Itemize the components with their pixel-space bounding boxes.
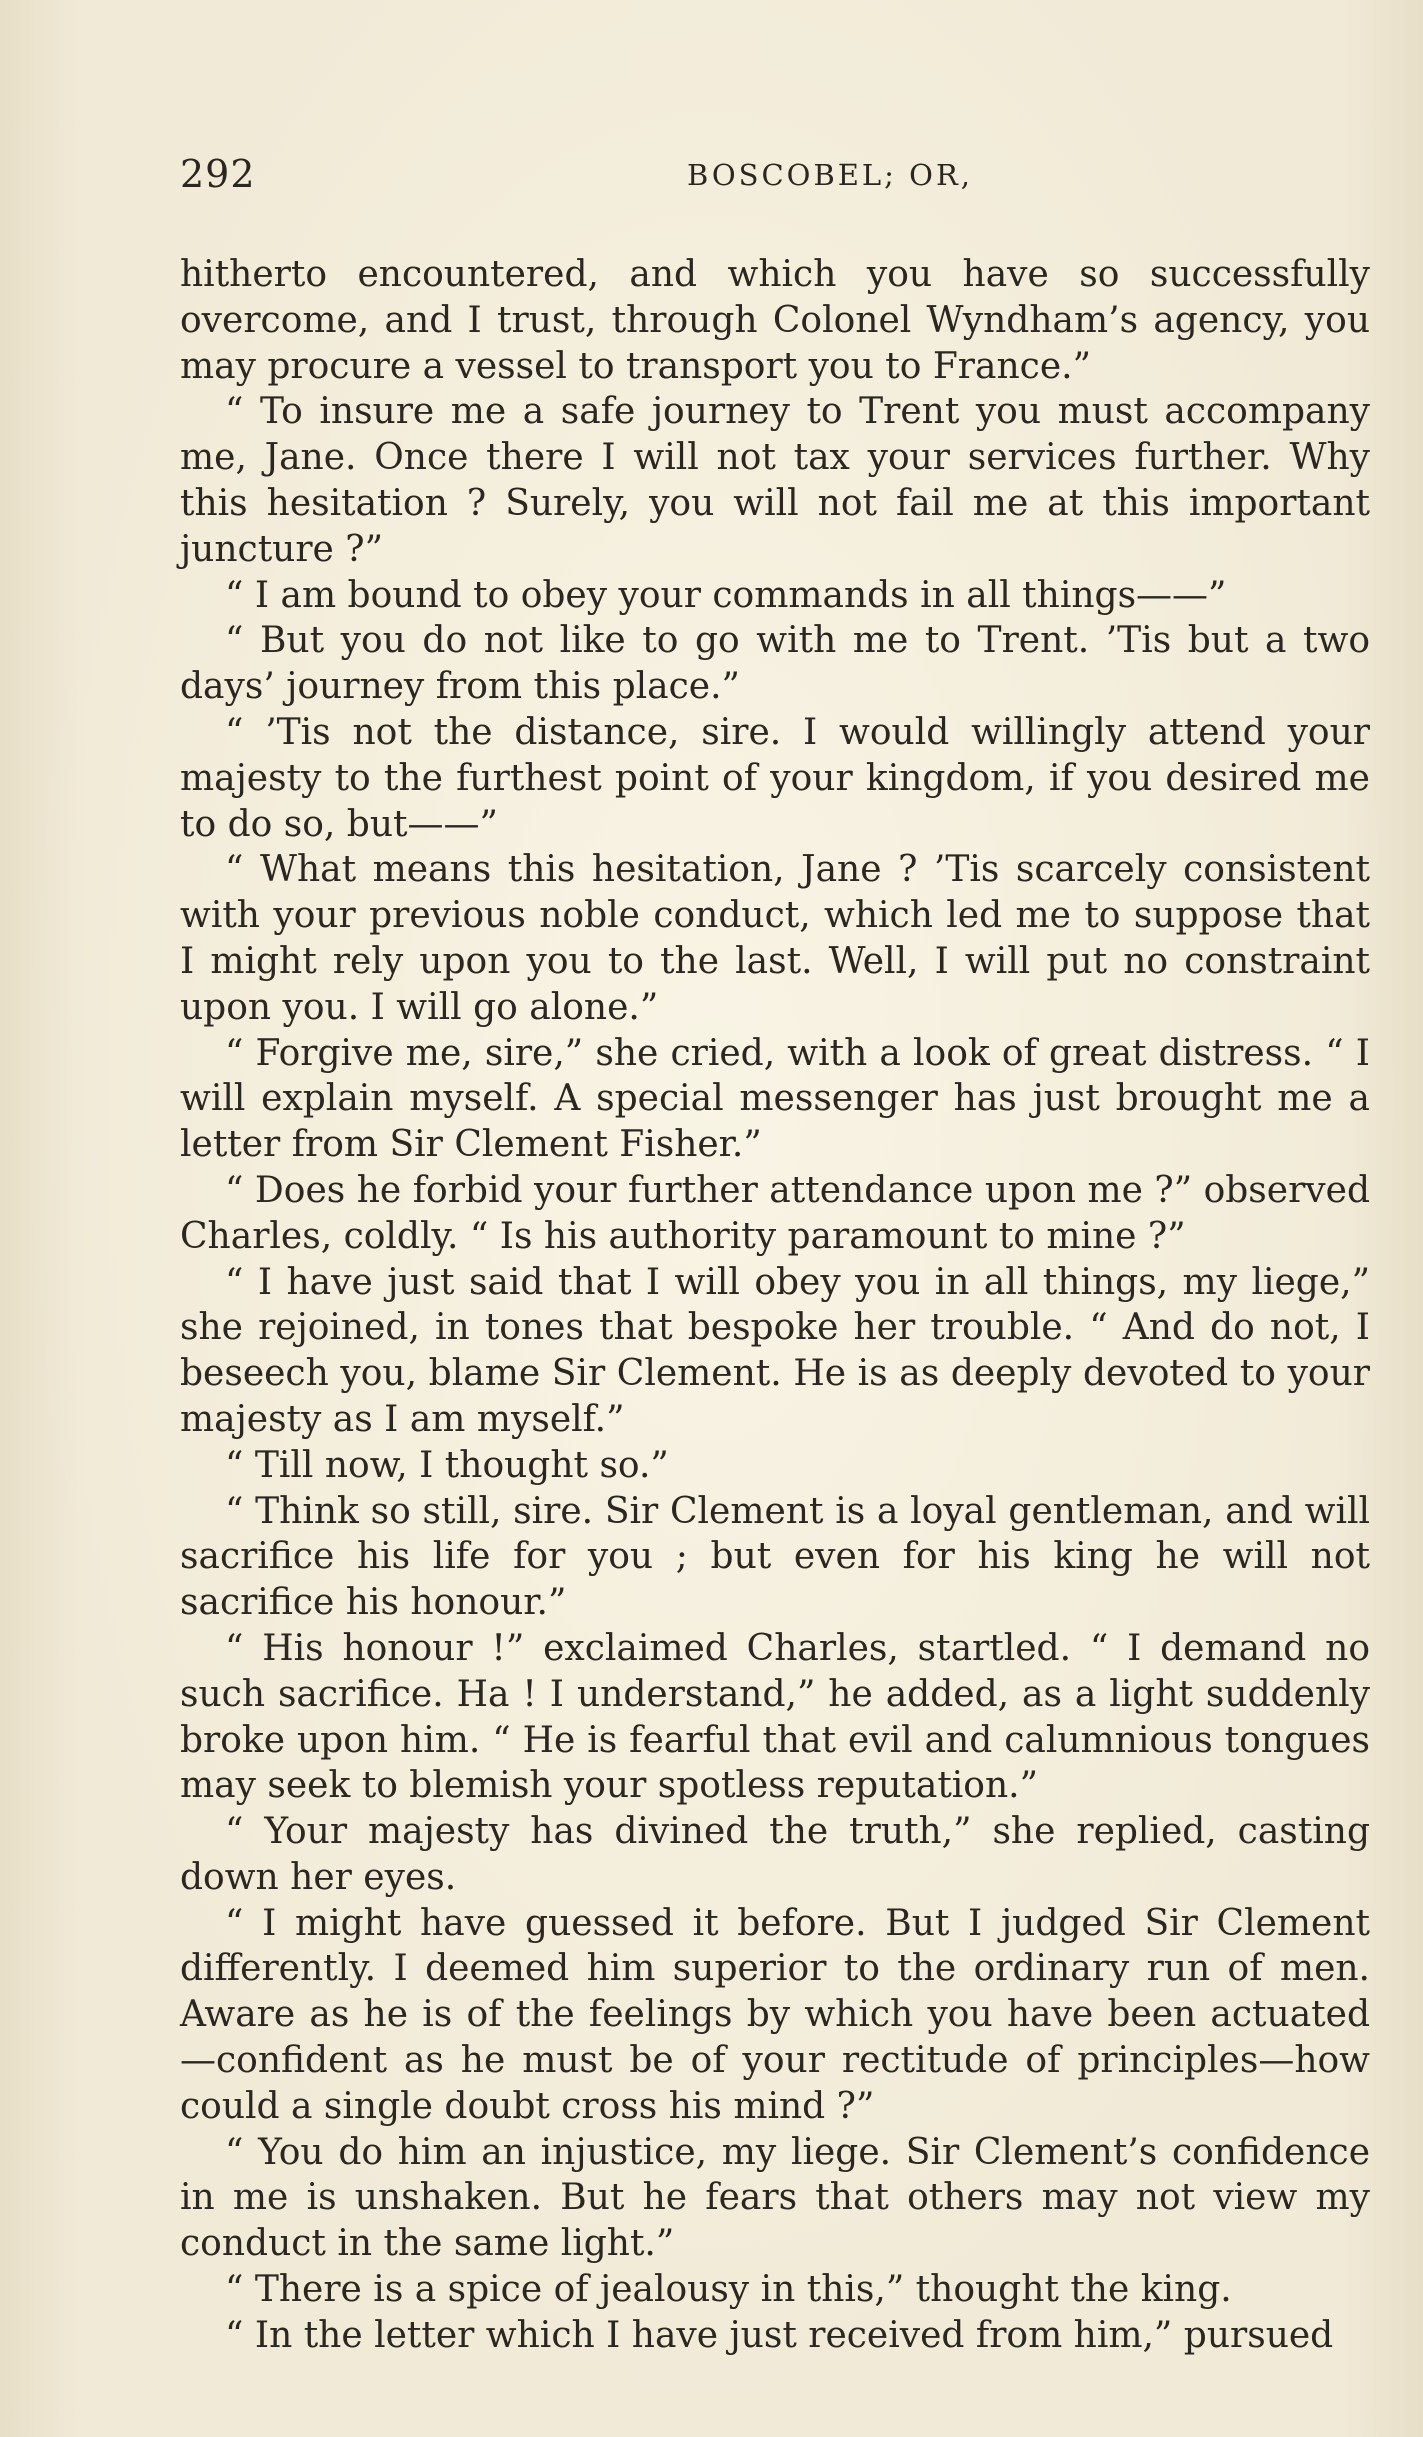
paragraph: hitherto encountered, and which you have so successfully overcome, and I trust, through Colonel Wyndham’s agency, you may procure a vessel to transport you to France.” (180, 254, 1370, 387)
paragraph: “ What means this hesitation, Jane ? ’Tis scarcely consistent with your previous noble conduct, which led me to suppose that I might rely upon you to the last. Well, I will put no constraint upon you. I will go alone.” (180, 849, 1370, 1028)
paragraph: “ Does he forbid your further attendance upon me ?” observed Charles, coldly. “ Is his authority paramount to mine ?” (180, 1169, 1370, 1257)
paragraph: “ ’Tis not the distance, sire. I would willingly attend your majesty to the furthest point of your kingdom, if you desired me to do so, but——” (180, 711, 1370, 845)
paragraph: “ Till now, I thought so.” (225, 1444, 669, 1486)
paragraph: “ Forgive me, sire,” she cried, with a look of great distress. “ I will explain myself. A special messenger has just brought me a letter from Sir Clement Fisher.” (180, 1032, 1370, 1166)
paragraph: “ But you do not like to go with me to Trent. ’Tis but a two days’ journey from this place.” (180, 620, 1370, 708)
page-header (180, 152, 1360, 212)
paragraph: “ I have just said that I will obey you in all things, my liege,” she rejoined, in tones that bespoke her trouble. “ And do not, I beseech you, blame Sir Clement. He is as deeply devoted to your majesty as I am myself.” (180, 1261, 1370, 1440)
body-text (180, 252, 1370, 2359)
paragraph: “ I might have guessed it before. But I judged Sir Clement differently. I deemed him superior to the ordinary run of men. Aware as he is of the feelings by which you have been actuated —confident as he must be of your rectitude of principles—how could a single doubt cross his mind ?” (180, 1902, 1370, 2127)
paragraph: “ Think so still, sire. Sir Clement is a loyal gentleman, and will sacrifice his life for you ; but even for his king he will not sacrifice his honour.” (180, 1490, 1370, 1624)
paragraph: “ To insure me a safe journey to Trent you must accompany me, Jane. Once there I will not tax your services further. Why this hesitation ? Surely, you will not fail me at this important juncture ?” (180, 391, 1370, 570)
paragraph: “ I am bound to obey your commands in all things——” (225, 574, 1227, 616)
paragraph: “ There is a spice of jealousy in this,” thought the king. (225, 2269, 1232, 2311)
paragraph: “ Your majesty has divined the truth,” she replied, casting down her eyes. (180, 1811, 1370, 1898)
paragraph: “ His honour !” exclaimed Charles, startled. “ I demand no such sacrifice. Ha ! I understand,” he added, as a light suddenly broke upon him. “ He is fearful that evil and calumnious tongues may seek to blemish your spotless reputation.” (180, 1627, 1370, 1807)
running-title: BOSCOBEL; OR, (686, 158, 973, 192)
page-number: 292 (180, 152, 256, 196)
paragraph: “ You do him an injustice, my liege. Sir Clement’s confidence in me is unshaken. But he fears that others may not view my conduct in the same light.” (180, 2131, 1370, 2265)
paragraph: “ In the letter which I have just received from him,” pursued (225, 2314, 1334, 2356)
